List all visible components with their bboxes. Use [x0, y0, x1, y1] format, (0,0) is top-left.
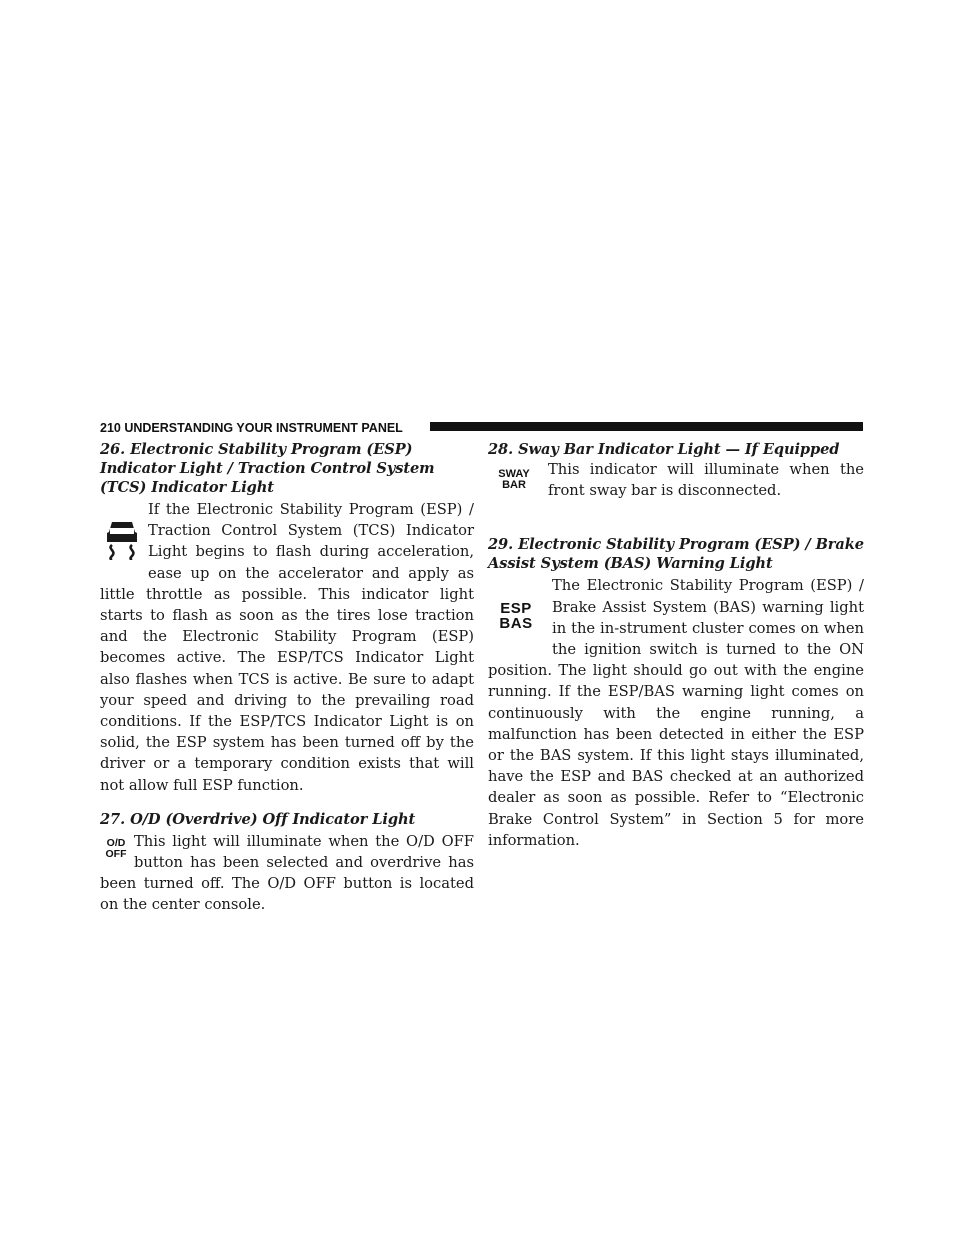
sway-bar-icon [488, 459, 540, 501]
section-body [488, 459, 864, 501]
section-26 [100, 440, 474, 796]
section-29 [488, 535, 864, 851]
sway-bar-icon-text [498, 469, 529, 491]
section-heading: 29. Electronic Stability Program (ESP) / Brake Assist System (BAS) Warning Light [488, 536, 864, 573]
icon-line: BAR [502, 479, 526, 491]
section-body [100, 831, 474, 916]
section-text: The Electronic Stability Program (ESP) / Brake Assist System (BAS) warning light in the in-strument cluster comes on when the ignition switch is turned to the ON position. The light should go out with the engine running. If the ESP/BAS warning light comes on continuously with the engine running, a malfunction has been detected in either the ESP or the BAS system. If this light stays illuminated, have the ESP and BAS checked at an authorized dealer as soon as possible. Refer to “Electronic Brake Control System” in Section 5 for more information. [488, 577, 864, 849]
left-column [100, 440, 474, 916]
section-body [488, 575, 864, 851]
right-column [488, 440, 864, 851]
header-rule [430, 422, 863, 431]
header-text [100, 420, 409, 436]
esp-bas-icon [488, 575, 544, 657]
od-off-icon [100, 831, 132, 867]
section-body [100, 499, 474, 796]
section-heading: 28. Sway Bar Indicator Light — If Equipped [488, 441, 840, 458]
section-title: UNDERSTANDING YOUR INSTRUMENT PANEL [124, 421, 403, 435]
section-text: If the Electronic Stability Program (ESP) / Traction Control System (TCS) Indicator Light begins to flash during acceleration, ease up on the accelerator and apply as little throttle as possible. This indicator light starts to flash as soon as the tires lose traction and the Electronic Stability Program (ESP) becomes active. The ESP/TCS Indicator Light also flashes when TCS is active. Be sure to adapt your speed and driving to the prevailing road conditions. If the ESP/TCS Indicator Light is on solid, the ESP system has been turned off by the driver or a temporary condition exists that will not allow full ESP function. [100, 501, 474, 794]
esp-bas-icon-text [499, 601, 532, 631]
page-number: 210 [100, 421, 121, 435]
section-heading: 26. Electronic Stability Program (ESP) Indicator Light / Traction Control System (TCS) Indicator Light [100, 441, 435, 496]
icon-line: O/D [106, 837, 126, 850]
icon-line: OFF [105, 847, 127, 860]
section-28 [488, 440, 864, 501]
esp-skid-car-icon [100, 499, 144, 581]
icon-line: ESP [500, 600, 532, 618]
section-heading: 27. O/D (Overdrive) Off Indicator Light [100, 810, 416, 828]
section-text: This light will illuminate when the O/D OFF button has been selected and overdrive has been turned off. The O/D OFF button is located on the center console. [100, 832, 474, 914]
section-text: This indicator will illuminate when the front sway bar is disconnected. [548, 461, 864, 500]
section-27 [100, 810, 474, 916]
od-off-icon-text [106, 838, 127, 859]
icon-line: SWAY [498, 468, 530, 480]
page-header [100, 420, 863, 436]
icon-line: BAS [499, 615, 533, 633]
